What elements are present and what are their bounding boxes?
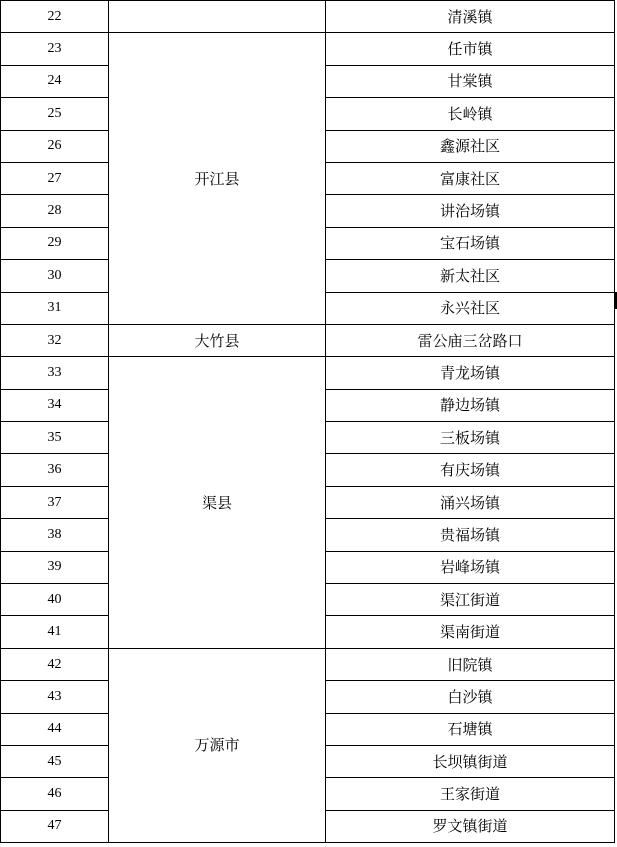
row-number: 30 <box>1 260 109 292</box>
row-number: 46 <box>1 778 109 810</box>
row-number: 39 <box>1 551 109 583</box>
row-number: 25 <box>1 98 109 130</box>
town-name: 旧院镇 <box>326 648 615 680</box>
town-name: 新太社区 <box>326 260 615 292</box>
row-number: 34 <box>1 389 109 421</box>
county-name: 大竹县 <box>109 324 326 356</box>
town-name: 雷公庙三岔路口 <box>326 324 615 356</box>
town-name: 涌兴场镇 <box>326 486 615 518</box>
row-number: 26 <box>1 130 109 162</box>
table-row <box>1 33 615 65</box>
town-name: 讲治场镇 <box>326 195 615 227</box>
town-name: 长岭镇 <box>326 98 615 130</box>
town-name: 鑫源社区 <box>326 130 615 162</box>
town-name: 宝石场镇 <box>326 227 615 259</box>
town-name: 王家街道 <box>326 778 615 810</box>
county-name: 渠县 <box>109 357 326 649</box>
row-number: 44 <box>1 713 109 745</box>
town-name: 富康社区 <box>326 162 615 194</box>
town-name: 任市镇 <box>326 33 615 65</box>
row-number: 41 <box>1 616 109 648</box>
town-name: 静边场镇 <box>326 389 615 421</box>
row-number: 45 <box>1 745 109 777</box>
town-name: 长坝镇街道 <box>326 745 615 777</box>
row-number: 24 <box>1 65 109 97</box>
table-row <box>1 357 615 389</box>
row-number: 47 <box>1 810 109 842</box>
row-number: 42 <box>1 648 109 680</box>
county-cell-empty <box>109 1 326 33</box>
row-number: 28 <box>1 195 109 227</box>
row-number: 29 <box>1 227 109 259</box>
table-row <box>1 648 615 680</box>
row-number: 40 <box>1 584 109 616</box>
county-name: 万源市 <box>109 648 326 842</box>
table-row <box>1 324 615 356</box>
row-number: 32 <box>1 324 109 356</box>
row-number: 36 <box>1 454 109 486</box>
town-name: 渠江街道 <box>326 584 615 616</box>
town-name: 甘棠镇 <box>326 65 615 97</box>
row-number: 38 <box>1 519 109 551</box>
row-number: 33 <box>1 357 109 389</box>
row-number: 35 <box>1 422 109 454</box>
town-name: 三板场镇 <box>326 422 615 454</box>
table-row <box>1 1 615 33</box>
row-number: 23 <box>1 33 109 65</box>
row-number: 27 <box>1 162 109 194</box>
row-number: 43 <box>1 681 109 713</box>
county-name: 开江县 <box>109 33 326 325</box>
town-name: 清溪镇 <box>326 1 615 33</box>
town-name: 罗文镇街道 <box>326 810 615 842</box>
row-number: 31 <box>1 292 109 324</box>
town-name: 永兴社区 <box>326 292 615 324</box>
town-name: 贵福场镇 <box>326 519 615 551</box>
town-name: 石塘镇 <box>326 713 615 745</box>
town-name: 渠南街道 <box>326 616 615 648</box>
row-number: 22 <box>1 1 109 33</box>
row-number: 37 <box>1 486 109 518</box>
town-name: 有庆场镇 <box>326 454 615 486</box>
town-name: 青龙场镇 <box>326 357 615 389</box>
town-name: 岩峰场镇 <box>326 551 615 583</box>
town-name: 白沙镇 <box>326 681 615 713</box>
